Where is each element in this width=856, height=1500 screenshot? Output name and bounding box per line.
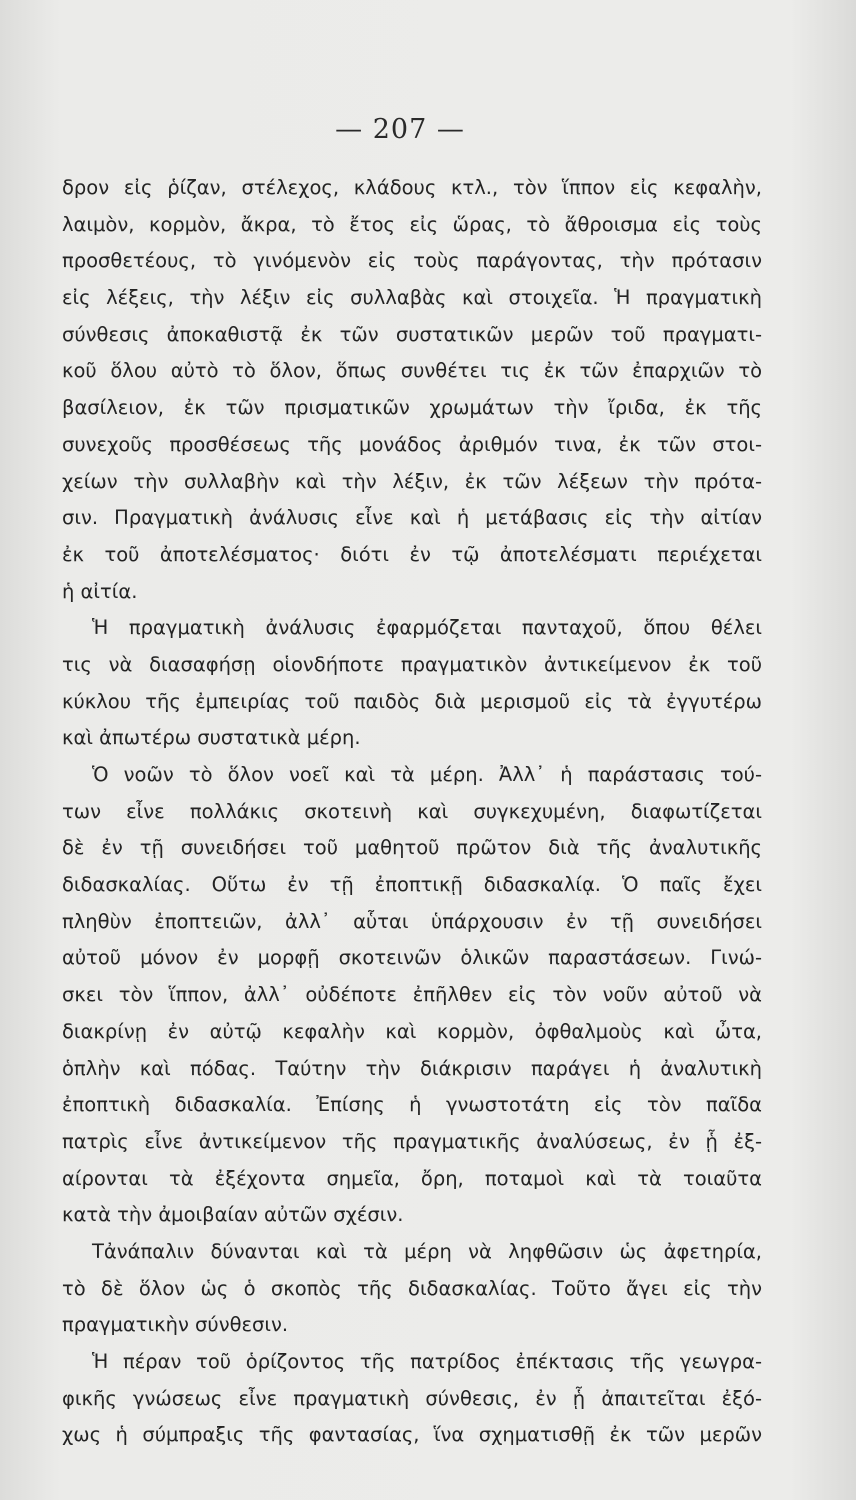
text-line: βασίλειον, ἐκ τῶν πρισματικῶν χρωμάτων τὴν ἴριδα, ἐκ τῆς bbox=[62, 396, 762, 420]
text-line: χείων τὴν συλλαβὴν καὶ τὴν λέξιν, ἐκ τῶν λέξεων τὴν πρότα- bbox=[62, 469, 762, 493]
text-line: κατὰ τὴν ἀμοιβαίαν αὐτῶν σχέσιν. bbox=[62, 1203, 404, 1227]
text-line: αὐτοῦ μόνον ἐν μορφῇ σκοτεινῶν ὁλικῶν παραστάσεων. Γινώ- bbox=[62, 946, 762, 970]
text-line: αίρονται τὰ ἐξέχοντα σημεῖα, ὄρη, ποταμοὶ καὶ τὰ τοιαῦτα bbox=[62, 1166, 762, 1190]
text-line: ὁπλὴν καὶ πόδας. Ταύτην τὴν διάκρισιν παράγει ἡ ἀναλυτικὴ bbox=[62, 1056, 762, 1080]
text-line: ἐποπτικὴ διδασκαλία. Ἐπίσης ἡ γνωστοτάτη εἰς τὸν παῖδα bbox=[62, 1093, 762, 1117]
text-line: πατρὶς εἶνε ἀντικείμενον τῆς πραγματικῆς ἀναλύσεως, ἐν ᾗ ἐξ- bbox=[62, 1129, 762, 1153]
text-line: Ὁ νοῶν τὸ ὅλον νοεῖ καὶ τὰ μέρη. Ἀλλ᾽ ἡ παράστασις τού- bbox=[92, 763, 762, 786]
text-line: πραγματικὴν σύνθεσιν. bbox=[62, 1313, 289, 1337]
text-line: ἐκ τοῦ ἀποτελέσματος· διότι ἐν τῷ ἀποτελέσματι περιέχεται bbox=[62, 542, 762, 566]
text-line: λαιμὸν, κορμὸν, ἄκρα, τὸ ἔτος εἰς ὥρας, τὸ ἄθροισμα εἰς τοὺς bbox=[62, 212, 762, 236]
text-line: τὸ δὲ ὅλον ὡς ὁ σκοπὸς τῆς διδασκαλίας. Τοῦτο ἄγει εἰς τὴν bbox=[62, 1276, 762, 1300]
text-line: σκει τὸν ἵππον, ἀλλ᾽ οὐδέποτε ἐπῆλθεν εἰς τὸν νοῦν αὐτοῦ νὰ bbox=[62, 983, 762, 1007]
text-line: δρον εἰς ῥίζαν, στέλεχος, κλάδους κτλ., τὸν ἵππον εἰς κεφαλὴν, bbox=[62, 176, 762, 199]
text-line: σύνθεσις ἀποκαθιστᾷ ἐκ τῶν συστατικῶν μερῶν τοῦ πραγματι- bbox=[62, 322, 762, 346]
text-line: διακρίνῃ ἐν αὐτῷ κεφαλὴν καὶ κορμὸν, ὀφθαλμοὺς καὶ ὦτα, bbox=[62, 1019, 762, 1043]
text-line: των εἶνε πολλάκις σκοτεινὴ καὶ συγκεχυμένη, διαφωτίζεται bbox=[62, 799, 762, 823]
text-line: Ἡ πραγματικὴ ἀνάλυσις ἐφαρμόζεται πανταχοῦ, ὅπου θέλει bbox=[92, 616, 762, 640]
text-line: φικῆς γνώσεως εἶνε πραγματικὴ σύνθεσις, ἐν ᾗ ἀπαιτεῖται ἐξό- bbox=[62, 1386, 762, 1410]
text-line: Τἀνάπαλιν δύνανται καὶ τὰ μέρη νὰ ληφθῶσιν ὡς ἀφετηρία, bbox=[92, 1239, 762, 1263]
text-line: διδασκαλίας. Οὕτω ἐν τῇ ἐποπτικῇ διδασκαλίᾳ. Ὁ παῖς ἔχει bbox=[62, 873, 762, 897]
text-line: προσθετέους, τὸ γινόμενὸν εἰς τοὺς παράγοντας, τὴν πρότασιν bbox=[62, 249, 762, 273]
text-line: εἰς λέξεις, τὴν λέξιν εἰς συλλαβὰς καὶ στοιχεῖα. Ἡ πραγματικὴ bbox=[62, 286, 762, 310]
text-line: κύκλου τῆς ἐμπειρίας τοῦ παιδὸς διὰ μερισμοῦ εἰς τὰ ἐγγυτέρω bbox=[62, 689, 762, 713]
text-line: χως ἡ σύμπραξις τῆς φαντασίας, ἵνα σχηματισθῇ ἐκ τῶν μερῶν bbox=[62, 1423, 762, 1447]
text-line: συνεχοῦς προσθέσεως τῆς μονάδος ἀριθμόν τινα, ἐκ τῶν στοι- bbox=[62, 432, 762, 456]
page-number: — 207 — bbox=[335, 114, 465, 145]
text-line: κοῦ ὅλου αὐτὸ τὸ ὅλον, ὅπως συνθέτει τις ἐκ τῶν ἐπαρχιῶν τὸ bbox=[62, 359, 762, 383]
text-line: πληθὺν ἐποπτειῶν, ἀλλ᾽ αὗται ὑπάρχουσιν ἐν τῇ συνειδήσει bbox=[62, 909, 762, 933]
text-line: δὲ ἐν τῇ συνειδήσει τοῦ μαθητοῦ πρῶτον διὰ τῆς ἀναλυτικῆς bbox=[62, 836, 762, 860]
text-line: καὶ ἀπωτέρω συστατικὰ μέρη. bbox=[62, 726, 361, 750]
text-line: τις νὰ διασαφήσῃ οἱονδήποτε πραγματικὸν ἀντικείμενον ἐκ τοῦ bbox=[62, 652, 762, 676]
text-line: ἡ αἰτία. bbox=[62, 579, 138, 603]
text-line: Ἡ πέραν τοῦ ὁρίζοντος τῆς πατρίδος ἐπέκτασις τῆς γεωγρα- bbox=[92, 1350, 762, 1373]
body-text bbox=[62, 170, 762, 1454]
text-line: σιν. Πραγματικὴ ἀνάλυσις εἶνε καὶ ἡ μετάβασις εἰς τὴν αἰτίαν bbox=[62, 506, 762, 530]
